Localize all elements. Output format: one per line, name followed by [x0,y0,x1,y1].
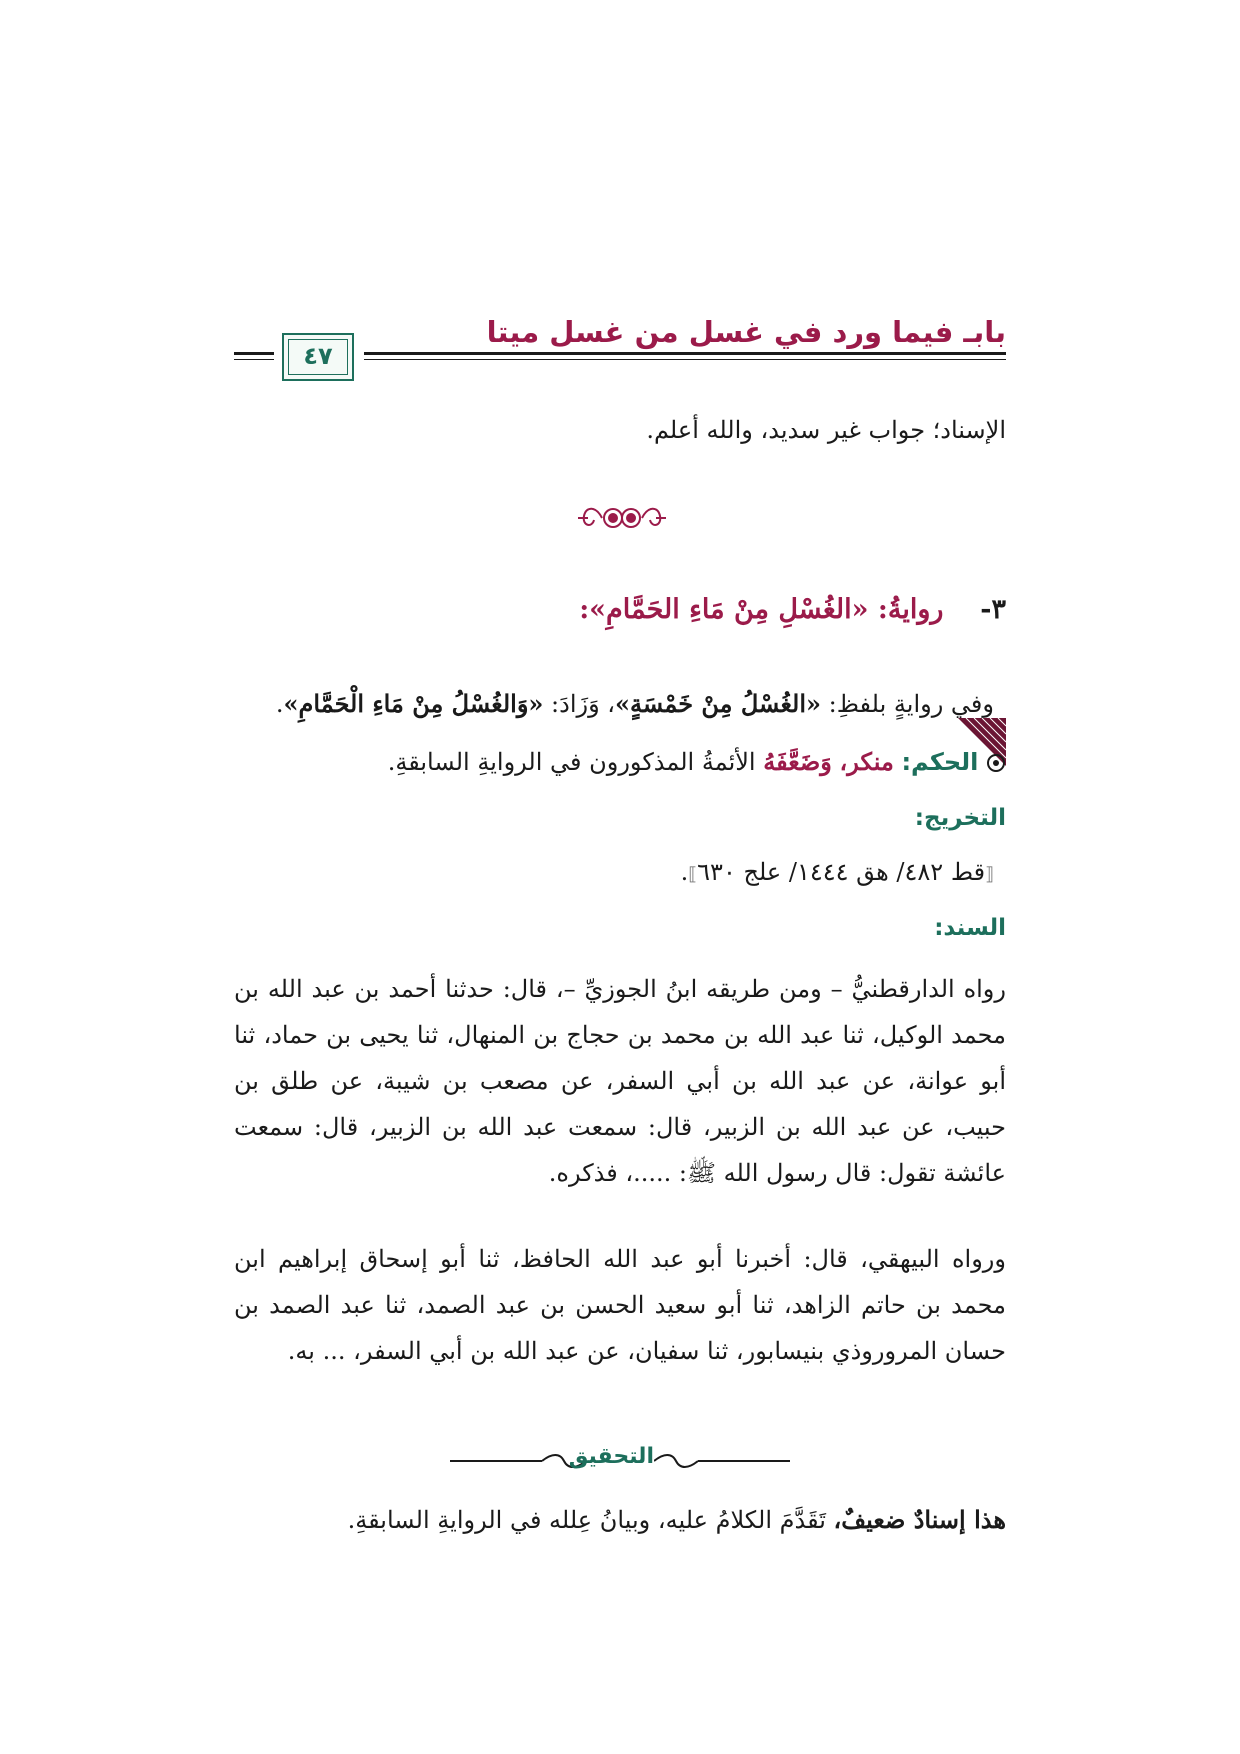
tahqiq-line [234,1500,1006,1540]
header-rule-right-top [364,352,1006,355]
section-heading [234,590,1006,630]
ruling-label: الحكم: [901,748,979,776]
ruling-rest: الأئمةُ المذكورون في الروايةِ السابقةِ. [387,748,756,776]
page-number: ٤٧ [303,342,333,370]
variant-suffix: . [275,690,284,718]
tahqiq-divider [450,1440,790,1480]
flower-bullet-icon [986,753,1006,773]
header-rule-right-bottom [364,359,1006,360]
header-rule-left-bottom [234,359,274,360]
variant-quote-2: «وَالغُسْلُ مِنْ مَاءِ الْحَمَّامِ» [283,689,544,718]
sanad-label: السند: [934,915,1006,941]
close-bracket-icon: ⟧ [688,864,698,885]
ruling-verdict: منكر، [839,747,894,776]
section-number: ٣- [980,594,1006,625]
variant-middle: ، وَزَادَ: [543,690,616,718]
sanad-paragraph-1: رواه الدارقطنيُّ – ومن طريقه ابنُ الجوزيِّ –، قال: حدثنا أحمد بن عبد الله بن محمد الوكيل، ثنا عبد الله بن محمد بن حجاج بن المنهال، ثنا يحيى بن حماد، ثنا أبو عوانة، عن عبد الله بن أبي السفر، عن مصعب بن شيبة، عن طلق بن حبيب، عن عبد الله بن الزبير، قال: سمعت عبد الله بن الزبير، قال: سمعت عائشة تقول: قال رسول الله ﷺ: .....، فذكره. [234,975,1006,1187]
variant-quote-1: «الغُسْلُ مِنْ خَمْسَةٍ» [615,689,822,718]
intro-line: الإسناد؛ جواب غير سديد، والله أعلم. [646,416,1006,444]
tahqiq-lead: هذا إسنادٌ ضعيفٌ، [833,1505,1006,1534]
variant-prefix: وفي روايةٍ بلفظِ: [821,690,994,718]
divider-flourish-right-icon [654,1451,698,1471]
takhrij-refs: قط ٤٨٢/ هق ١٤٤٤/ علج ٦٣٠ [697,858,986,886]
floral-ornament-icon [572,500,672,536]
variant-line [222,684,994,724]
sanad-paragraph-2: ورواه البيهقي، قال: أخبرنا أبو عبد الله الحافظ، ثنا أبو إسحاق إبراهيم ابن محمد بن حاتم الزاهد، ثنا أبو سعيد الحسن بن عبد الصمد، ثنا عبد الصمد بن حسان المروروذي بنيسابور، ثنا سفيان، عن عبد الله بن أبي السفر، ... به. [234,1245,1006,1365]
open-bracket-icon: ⟦ [985,864,994,885]
takhrij-label: التخريج: [914,805,1006,831]
ruling-line [234,742,1006,782]
takhrij-line: ⟦قط ٤٨٢/ هق ١٤٤٤/ علج ٦٣٠⟧. [680,858,994,886]
page-number-badge [282,333,354,381]
section-title: روايةُ: «الغُسْلِ مِنْ مَاءِ الحَمَّامِ»: [579,594,944,625]
chapter-title: بابـ فيما ورد في غسل من غسل ميتا [486,315,1006,349]
tahqiq-label: التحقيق [568,1444,654,1469]
tahqiq-rest: تَقَدَّمَ الكلامُ عليه، وبيانُ عِلله في الروايةِ السابقةِ. [347,1506,826,1534]
ruling-weakened: وَضَعَّفَهُ [763,747,832,776]
header-rule-left-top [234,352,274,355]
